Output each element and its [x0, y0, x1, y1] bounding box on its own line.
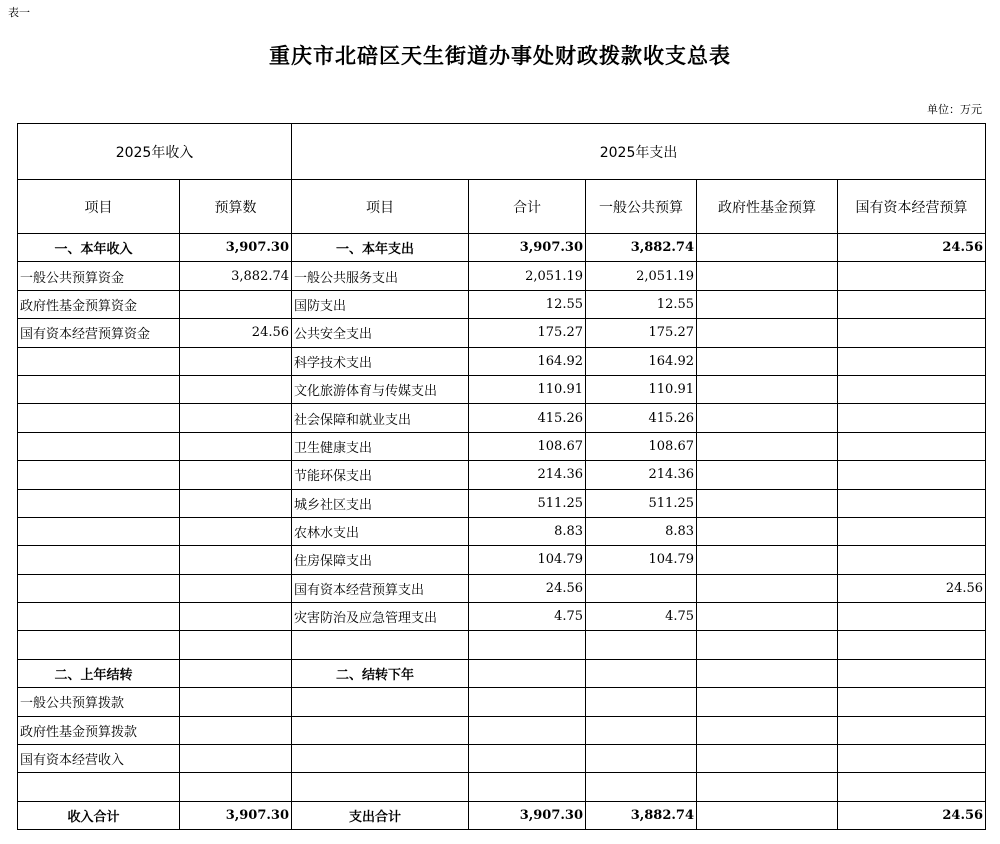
fund-budget-cell [697, 290, 838, 318]
income-item-cell [18, 773, 180, 801]
income-amount-cell [180, 432, 292, 460]
total-cell [469, 716, 586, 744]
state-capital-cell [838, 347, 986, 375]
total-cell [469, 688, 586, 716]
table-row [18, 375, 986, 403]
table-row [18, 461, 986, 489]
fund-budget-cell [697, 745, 838, 773]
fund-budget-cell [697, 461, 838, 489]
table-row [18, 574, 986, 602]
expense-item-cell: 国防支出 [292, 290, 469, 318]
income-item-cell [18, 347, 180, 375]
income-amount-cell [180, 290, 292, 318]
fund-budget-cell [697, 688, 838, 716]
income-amount-cell [180, 631, 292, 659]
general-budget-cell: 108.67 [586, 432, 697, 460]
expense-item-cell [292, 688, 469, 716]
income-item-cell: 国有资本经营收入 [18, 745, 180, 773]
general-budget-cell [586, 716, 697, 744]
income-amount-cell [180, 745, 292, 773]
total-cell: 175.27 [469, 319, 586, 347]
general-budget-cell [586, 773, 697, 801]
total-cell: 214.36 [469, 461, 586, 489]
expense-item-cell: 二、结转下年 [292, 659, 469, 687]
fund-budget-cell [697, 404, 838, 432]
total-cell [469, 631, 586, 659]
general-budget-cell: 214.36 [586, 461, 697, 489]
income-amount-cell [180, 659, 292, 687]
expense-item-cell: 住房保障支出 [292, 546, 469, 574]
table-row [18, 347, 986, 375]
table-row [18, 404, 986, 432]
state-capital-cell [838, 773, 986, 801]
total-cell: 3,907.30 [469, 234, 586, 262]
state-capital-cell: 24.56 [838, 801, 986, 829]
expense-item-cell: 节能环保支出 [292, 461, 469, 489]
income-section-header: 2025年收入 [18, 124, 292, 180]
total-cell [469, 773, 586, 801]
fund-budget-cell [697, 262, 838, 290]
fund-budget-cell [697, 603, 838, 631]
income-item-cell [18, 517, 180, 545]
income-amount-cell: 3,907.30 [180, 801, 292, 829]
total-cell: 4.75 [469, 603, 586, 631]
state-capital-cell [838, 290, 986, 318]
general-budget-cell [586, 574, 697, 602]
expense-section-header: 2025年支出 [292, 124, 986, 180]
fund-budget-cell [697, 801, 838, 829]
fund-budget-cell [697, 546, 838, 574]
income-item-cell [18, 404, 180, 432]
table-row [18, 745, 986, 773]
income-item-cell [18, 574, 180, 602]
income-amount-cell [180, 375, 292, 403]
expense-item-cell [292, 716, 469, 744]
general-budget-cell: 12.55 [586, 290, 697, 318]
col-header-total: 合计 [469, 180, 586, 234]
expense-item-cell: 文化旅游体育与传媒支出 [292, 375, 469, 403]
general-budget-cell [586, 688, 697, 716]
fund-budget-cell [697, 716, 838, 744]
page-title: 重庆市北碚区天生街道办事处财政拨款收支总表 [269, 43, 731, 68]
general-budget-cell: 8.83 [586, 517, 697, 545]
expense-item-cell: 一般公共服务支出 [292, 262, 469, 290]
state-capital-cell [838, 745, 986, 773]
expense-item-cell [292, 631, 469, 659]
total-cell: 511.25 [469, 489, 586, 517]
fund-budget-cell [697, 631, 838, 659]
income-item-cell: 国有资本经营预算资金 [18, 319, 180, 347]
table-row [18, 517, 986, 545]
state-capital-cell [838, 688, 986, 716]
fund-budget-cell [697, 659, 838, 687]
total-cell: 110.91 [469, 375, 586, 403]
table-row [18, 546, 986, 574]
total-cell: 3,907.30 [469, 801, 586, 829]
income-item-cell: 一、本年收入 [18, 234, 180, 262]
expense-item-cell: 一、本年支出 [292, 234, 469, 262]
expense-item-cell: 城乡社区支出 [292, 489, 469, 517]
state-capital-cell [838, 489, 986, 517]
table-row [18, 631, 986, 659]
income-item-cell [18, 489, 180, 517]
general-budget-cell [586, 745, 697, 773]
table-row [18, 319, 986, 347]
total-cell [469, 659, 586, 687]
income-amount-cell [180, 688, 292, 716]
col-header-state-capital-budget: 国有资本经营预算 [838, 180, 986, 234]
fund-budget-cell [697, 319, 838, 347]
income-amount-cell [180, 603, 292, 631]
income-amount-cell [180, 404, 292, 432]
general-budget-cell [586, 659, 697, 687]
state-capital-cell [838, 375, 986, 403]
table-row [18, 489, 986, 517]
income-item-cell [18, 432, 180, 460]
income-item-cell [18, 546, 180, 574]
fund-budget-cell [697, 489, 838, 517]
income-amount-cell [180, 517, 292, 545]
expense-item-cell: 卫生健康支出 [292, 432, 469, 460]
expense-item-cell: 灾害防治及应急管理支出 [292, 603, 469, 631]
col-header-fund-budget: 政府性基金预算 [697, 180, 838, 234]
table-row [18, 688, 986, 716]
expense-item-cell [292, 773, 469, 801]
state-capital-cell [838, 631, 986, 659]
col-header-income-budget: 预算数 [180, 180, 292, 234]
table-row [18, 234, 986, 262]
state-capital-cell [838, 461, 986, 489]
state-capital-cell [838, 262, 986, 290]
table-number-tag: 表一 [8, 6, 30, 19]
total-cell: 8.83 [469, 517, 586, 545]
fund-budget-cell [697, 574, 838, 602]
table-row [18, 432, 986, 460]
expense-item-cell: 支出合计 [292, 801, 469, 829]
total-cell [469, 745, 586, 773]
budget-summary-table [17, 123, 986, 830]
income-amount-cell [180, 574, 292, 602]
expense-item-cell: 公共安全支出 [292, 319, 469, 347]
expense-item-cell: 科学技术支出 [292, 347, 469, 375]
state-capital-cell [838, 546, 986, 574]
total-cell: 108.67 [469, 432, 586, 460]
state-capital-cell [838, 659, 986, 687]
income-amount-cell [180, 546, 292, 574]
income-item-cell: 二、上年结转 [18, 659, 180, 687]
total-cell: 164.92 [469, 347, 586, 375]
state-capital-cell: 24.56 [838, 234, 986, 262]
general-budget-cell: 110.91 [586, 375, 697, 403]
table-row [18, 603, 986, 631]
fund-budget-cell [697, 517, 838, 545]
section-header-row [18, 124, 986, 180]
col-header-general-budget: 一般公共预算 [586, 180, 697, 234]
table-row [18, 716, 986, 744]
table-row [18, 290, 986, 318]
table-row [18, 262, 986, 290]
table-row [18, 801, 986, 829]
income-amount-cell [180, 347, 292, 375]
table-row [18, 659, 986, 687]
income-item-cell: 收入合计 [18, 801, 180, 829]
general-budget-cell [586, 631, 697, 659]
income-amount-cell: 3,882.74 [180, 262, 292, 290]
general-budget-cell: 3,882.74 [586, 801, 697, 829]
income-item-cell [18, 631, 180, 659]
expense-item-cell: 农林水支出 [292, 517, 469, 545]
general-budget-cell: 415.26 [586, 404, 697, 432]
col-header-income-item: 项目 [18, 180, 180, 234]
general-budget-cell: 4.75 [586, 603, 697, 631]
income-item-cell: 一般公共预算拨款 [18, 688, 180, 716]
income-item-cell: 政府性基金预算拨款 [18, 716, 180, 744]
state-capital-cell [838, 319, 986, 347]
income-item-cell: 政府性基金预算资金 [18, 290, 180, 318]
general-budget-cell: 3,882.74 [586, 234, 697, 262]
income-amount-cell [180, 716, 292, 744]
general-budget-cell: 104.79 [586, 546, 697, 574]
income-amount-cell [180, 461, 292, 489]
general-budget-cell: 164.92 [586, 347, 697, 375]
total-cell: 12.55 [469, 290, 586, 318]
income-item-cell [18, 603, 180, 631]
income-item-cell: 一般公共预算资金 [18, 262, 180, 290]
state-capital-cell [838, 432, 986, 460]
general-budget-cell: 2,051.19 [586, 262, 697, 290]
state-capital-cell [838, 517, 986, 545]
income-amount-cell: 3,907.30 [180, 234, 292, 262]
state-capital-cell [838, 404, 986, 432]
col-header-expense-item: 项目 [292, 180, 469, 234]
total-cell: 415.26 [469, 404, 586, 432]
general-budget-cell: 175.27 [586, 319, 697, 347]
total-cell: 2,051.19 [469, 262, 586, 290]
expense-item-cell [292, 745, 469, 773]
income-amount-cell: 24.56 [180, 319, 292, 347]
column-header-row [18, 180, 986, 234]
expense-item-cell: 社会保障和就业支出 [292, 404, 469, 432]
table-row [18, 773, 986, 801]
fund-budget-cell [697, 375, 838, 403]
fund-budget-cell [697, 432, 838, 460]
fund-budget-cell [697, 773, 838, 801]
income-amount-cell [180, 489, 292, 517]
state-capital-cell [838, 603, 986, 631]
income-amount-cell [180, 773, 292, 801]
expense-item-cell: 国有资本经营预算支出 [292, 574, 469, 602]
state-capital-cell [838, 716, 986, 744]
total-cell: 104.79 [469, 546, 586, 574]
general-budget-cell: 511.25 [586, 489, 697, 517]
total-cell: 24.56 [469, 574, 586, 602]
income-item-cell [18, 375, 180, 403]
fund-budget-cell [697, 234, 838, 262]
state-capital-cell: 24.56 [838, 574, 986, 602]
fund-budget-cell [697, 347, 838, 375]
unit-label: 单位：万元 [927, 103, 982, 116]
income-item-cell [18, 461, 180, 489]
